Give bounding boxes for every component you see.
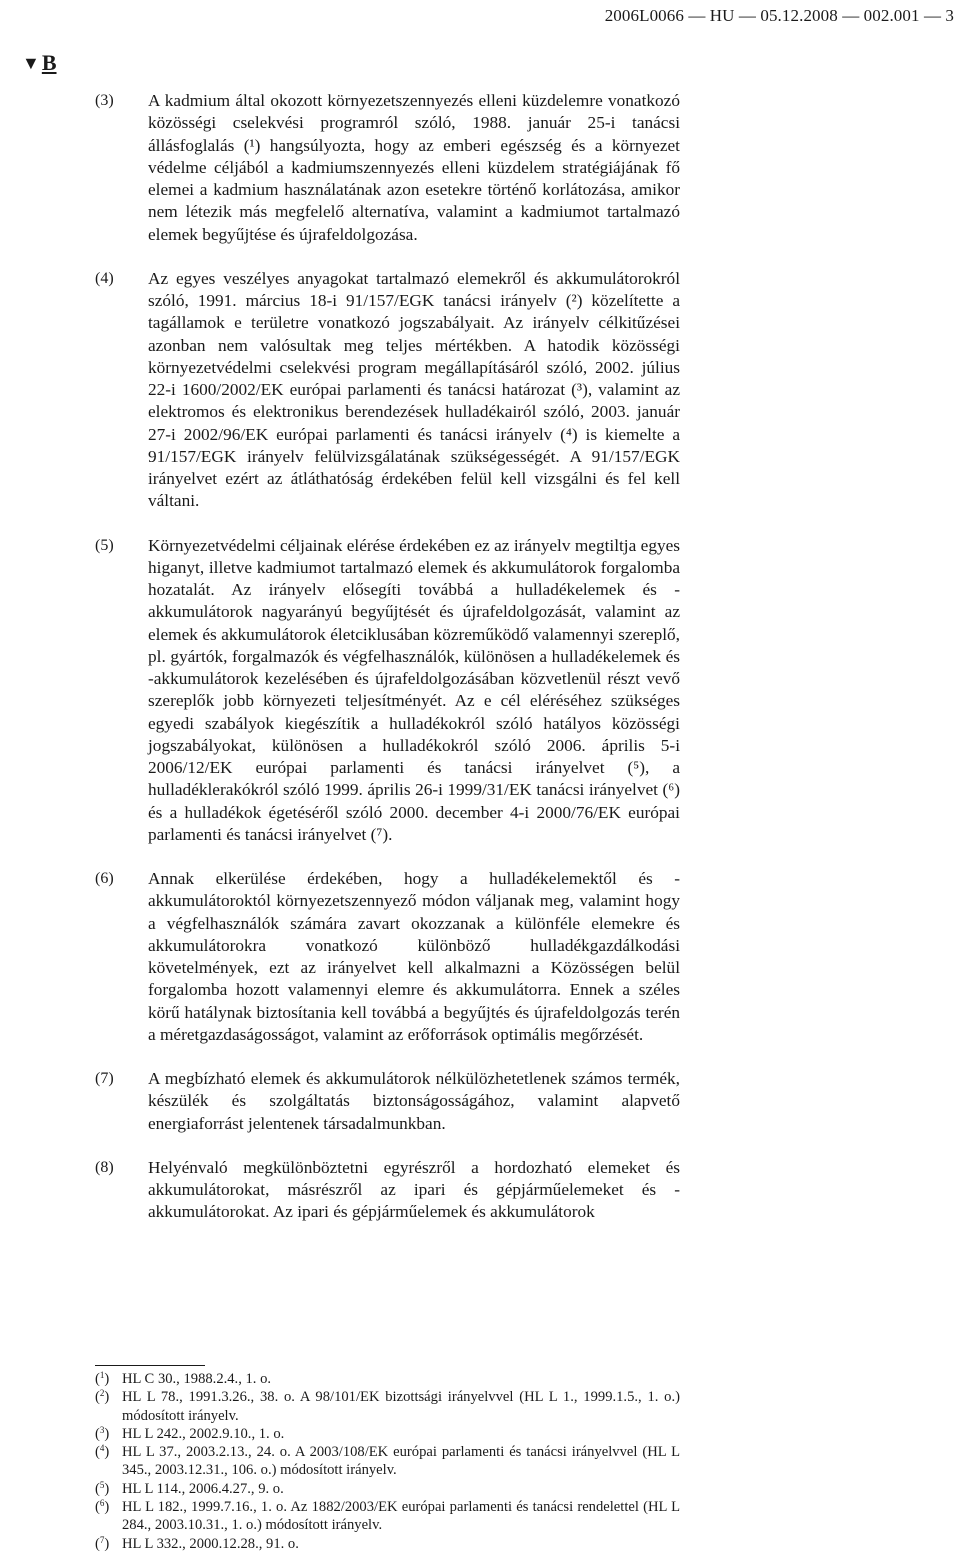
recital-text: A megbízható elemek és akkumulátorok nélkülözhetetlenek számos termék, készülék és szolgáltatás biztonságosságához, valamint alapvető energiaforrást jelentenek társadalmunkban. xyxy=(148,1069,680,1133)
recital-text: Az egyes veszélyes anyagokat tartalmazó elemekről és akkumulátorokról szóló, 1991. március 18-i 91/157/EGK tanácsi irányelv (²) közelítette a tagállamok e területre vonatkozó jogszabályait. Az irányelv célkitűzései azonban nem valósultak meg teljes mértékben. A hatodik közösségi környezetvédelmi cselekvési program megállapításáról szóló, 2002. július 22-i 1600/2002/EK európai parlamenti és tanácsi határozat (³), valamint az elektromos és elektronikus berendezések hulladékairól szóló, 2003. január 27-i 2002/96/EK európai parlamenti és tanácsi irányelv (⁴) is kiemelte a 91/157/EGK irányelv felülvizsgálatának szükségességét. A 91/157/EGK irányelvet ezért az átláthatóság érdekében felül kell vizsgálni és fel kell váltani. xyxy=(148,268,680,511)
marker-letter-link[interactable]: B xyxy=(41,50,57,75)
footnote-text: HL L 37., 2003.2.13., 24. o. A 2003/108/EK európai parlamenti és tanácsi irányelvvel (HL L 345., 2003.12.31., 106. o.) módosított irányelv. xyxy=(122,1444,680,1479)
footnote-item xyxy=(95,1498,680,1535)
footnote-item xyxy=(95,1388,680,1425)
document-header: 2006L0066 — HU — 05.12.2008 — 002.001 — 3 xyxy=(604,6,954,25)
recital-text: A kadmium által okozott környezetszennyezés elleni küzdelemre vonatkozó közösségi cselekvési programról szóló, 1988. január 25-i tanácsi állásfoglalás (¹) hangsúlyozta, hogy az emberi egészség és a környezet védelme céljából a kadmiumszennyezés elleni küzdelem stratégiájának fő elemei a kadmium használatának azon esetekre történő korlátozása, amikor nem létezik más megfelelő alternatíva, valamint a kadmiumot tartalmazó elemek begyűjtése és újrafeldolgozása. xyxy=(148,91,680,244)
footnote-number: ($^4$) xyxy=(95,1443,110,1461)
triangle-down-icon: ▼ xyxy=(22,52,40,73)
footnote-text: HL L 114., 2006.4.27., 9. o. xyxy=(122,1480,284,1497)
footnotes-list xyxy=(95,1370,680,1553)
footnote-number: ($^3$) xyxy=(95,1424,110,1442)
footnote-item xyxy=(95,1535,680,1553)
footnote-item xyxy=(95,1425,680,1443)
recital-text: Annak elkerülése érdekében, hogy a hulladékelemektől és -akkumulátoroktól környezetszennyező módon váljanak meg, valamint hogy a végfelhasználók számára zavart okozzanak a különféle elemekre és akkumulátorokra vonatkozó különböző hulladékgazdálkodási követelmények, ezt az irányelvet kell alkalmazni a Közösségen belül forgalomba hozott valamennyi elemre és akkumulátorra. Ennek a széles körű hatálynak biztosítania kell továbbá a begyűjtés és újrafeldolgozás terén a méretgazdaságosságot, valamint az erőforrások optimális megőrzését. xyxy=(148,869,680,1044)
recital-number: (5) xyxy=(95,536,114,554)
footnote-number: ($^1$) xyxy=(95,1370,110,1387)
recital-text: Helyénvaló megkülönböztetni egyrészről a hordozható elemeket és akkumulátorokat, másrészről az ipari és gépjárműelemeket és - akkumulátorokat. Az ipari és gépjárműelemek és akkumulátorok xyxy=(148,1157,680,1222)
recital-number: (4) xyxy=(95,269,114,287)
footnote-number: ($^5$) xyxy=(95,1479,110,1497)
footnote-item xyxy=(95,1443,680,1480)
footnote-item xyxy=(95,1480,680,1498)
recital-text: Környezetvédelmi céljainak elérése érdekében ez az irányelv megtiltja egyes higanyt, illetve kadmiumot tartalmazó elemek és akkumulátorok forgalomba hozatalát. Az irányelv elősegíti továbbá a hulladékelemek és -akkumulátorok nagyarányú begyűjtését és újrafeldolgozását, valamint az elemek és akkumulátorok életciklusában közreműködő valamennyi szereplő, pl. gyártók, forgalmazók és végfelhasználók, különösen a hulladékelemek és -akkumulátorok kezelésében és újrafeldolgozásában közvetlenül részt vevő szereplők jobb környezeti teljesítményét. Az e cél eléréséhez szükséges egyedi szabályok kiegészítik a hulladékokról szóló hatályos közösségi jogszabályokat, különösen a hulladékokról szóló 2006. április 5-i 2006/12/EK európai parlamenti és tanácsi irányelvet (⁵), a hulladéklerakókról szóló 1999. április 26-i 1999/31/EK tanácsi irányelvet (⁶) és a hulladékok égetéséről szóló 2000. december 4-i 2000/76/EK európai parlamenti és tanácsi irányelvet (⁷). xyxy=(148,535,680,844)
footnote-number: ($^6$) xyxy=(95,1498,110,1516)
recitals-list xyxy=(95,90,680,1246)
recital-item xyxy=(95,1068,680,1135)
footnote-text: HL C 30., 1988.2.4., 1. o. xyxy=(122,1371,272,1387)
recital-item xyxy=(95,868,680,1046)
recital-item xyxy=(95,1157,680,1224)
footnote-text: HL L 78., 1991.3.26., 38. o. A 98/101/EK bizottsági irányelvvel (HL L 1., 1999.1.5., 1. o.) módosított irányelv. xyxy=(122,1389,680,1424)
recital-item xyxy=(95,268,680,513)
footnote-text: HL L 242., 2002.9.10., 1. o. xyxy=(122,1425,285,1442)
recital-item xyxy=(95,535,680,847)
recital-number: (7) xyxy=(95,1070,114,1087)
amendment-marker xyxy=(22,50,57,76)
footnote-number: ($^2$) xyxy=(95,1388,110,1406)
recital-number: (3) xyxy=(95,92,114,109)
footnote-number: ($^7$) xyxy=(95,1534,110,1552)
recital-number: (6) xyxy=(95,870,114,887)
footnote-text: HL L 332., 2000.12.28., 91. o. xyxy=(122,1535,299,1552)
footnote-item xyxy=(95,1370,680,1388)
recital-item xyxy=(95,90,680,246)
footnote-text: HL L 182., 1999.7.16., 1. o. Az 1882/2003/EK európai parlamenti és tanácsi rendelettel (HL L 284., 2003.10.31., 1. o.) módosított irányelv. xyxy=(122,1499,680,1534)
recital-number: (8) xyxy=(95,1158,114,1176)
footnote-divider xyxy=(95,1365,205,1366)
